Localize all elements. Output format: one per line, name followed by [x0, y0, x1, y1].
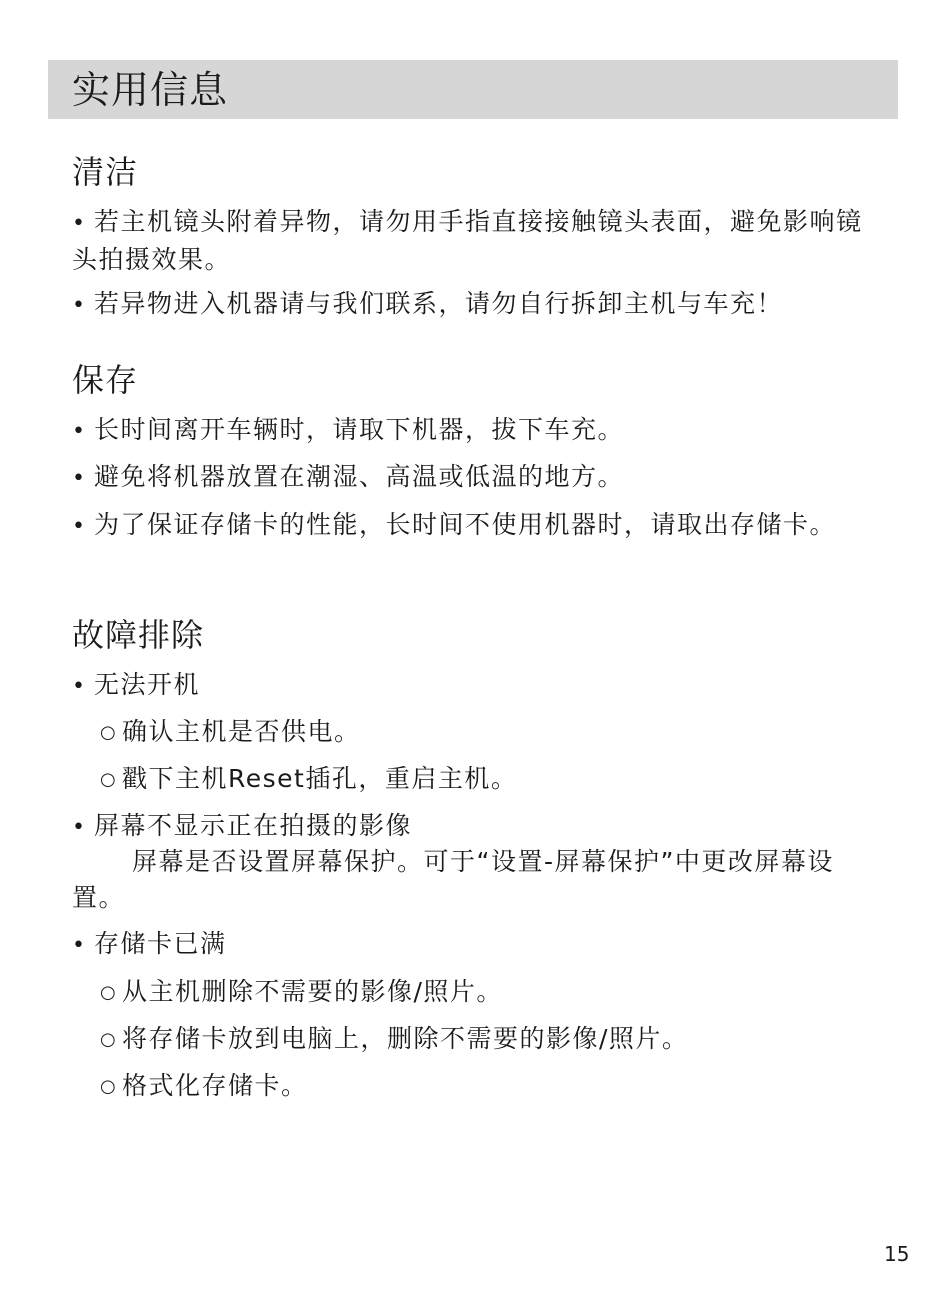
list-item: [72, 286, 872, 324]
list-item: [72, 412, 872, 450]
sub-list-item: [100, 1068, 870, 1105]
sub-list-item-text: 格式化存储卡。: [122, 1071, 308, 1100]
list-item-text: 无法开机: [94, 670, 201, 699]
list-item: [72, 926, 872, 964]
bullet-icon: •: [72, 933, 87, 958]
bullet-icon: •: [72, 419, 87, 444]
sub-list-item: [100, 974, 870, 1011]
sub-list-item-text: 戳下主机Reset插孔，重启主机。: [122, 764, 518, 793]
list-item: [72, 204, 872, 278]
list-item: [72, 459, 872, 497]
circle-bullet-icon: ○: [100, 722, 118, 743]
list-item-text: 长时间离开车辆时，请取下机器，拔下车充。: [94, 415, 625, 444]
bullet-icon: •: [72, 293, 87, 318]
circle-bullet-icon: ○: [100, 1029, 118, 1050]
sub-list-item: [100, 714, 870, 751]
section-heading-troubleshooting: 故障排除: [72, 616, 205, 654]
sub-list-item: [100, 761, 870, 798]
list-item: [72, 507, 872, 545]
bullet-icon: •: [72, 514, 87, 539]
page-title: 实用信息: [72, 68, 229, 112]
sub-list-item: [100, 1021, 870, 1058]
sub-list-item-text: 确认主机是否供电。: [122, 717, 361, 746]
page-number: 15: [884, 1242, 910, 1266]
list-item-text: 若主机镜头附着异物，请勿用手指直接接触镜头表面，避免影响镜头拍摄效果。: [72, 207, 863, 274]
sub-list-item-text: 从主机删除不需要的影像/照片。: [122, 977, 503, 1006]
bullet-icon: •: [72, 674, 87, 699]
list-item-text: 为了保证存储卡的性能，长时间不使用机器时，请取出存储卡。: [94, 510, 837, 539]
list-item-text: 屏幕不显示正在拍摄的影像: [94, 811, 413, 840]
circle-bullet-icon: ○: [100, 769, 118, 790]
explanation-text: 屏幕是否设置屏幕保护。可于“设置-屏幕保护”中更改屏幕设置。: [72, 847, 834, 912]
section-heading-cleaning: 清洁: [72, 153, 139, 191]
section-heading-storage: 保存: [72, 361, 139, 399]
page-title-bar: [48, 60, 898, 119]
bullet-icon: •: [72, 815, 87, 840]
bullet-icon: •: [72, 211, 87, 236]
list-item-text: 若异物进入机器请与我们联系，请勿自行拆卸主机与车充！: [94, 289, 784, 318]
list-item: [72, 667, 872, 705]
circle-bullet-icon: ○: [100, 1076, 118, 1097]
sub-list-item-text: 将存储卡放到电脑上，删除不需要的影像/照片。: [122, 1024, 689, 1053]
list-item-text: 避免将机器放置在潮湿、高温或低温的地方。: [94, 462, 625, 491]
circle-bullet-icon: ○: [100, 982, 118, 1003]
list-item: [72, 808, 872, 846]
bullet-icon: •: [72, 466, 87, 491]
list-item-text: 存储卡已满: [94, 929, 227, 958]
